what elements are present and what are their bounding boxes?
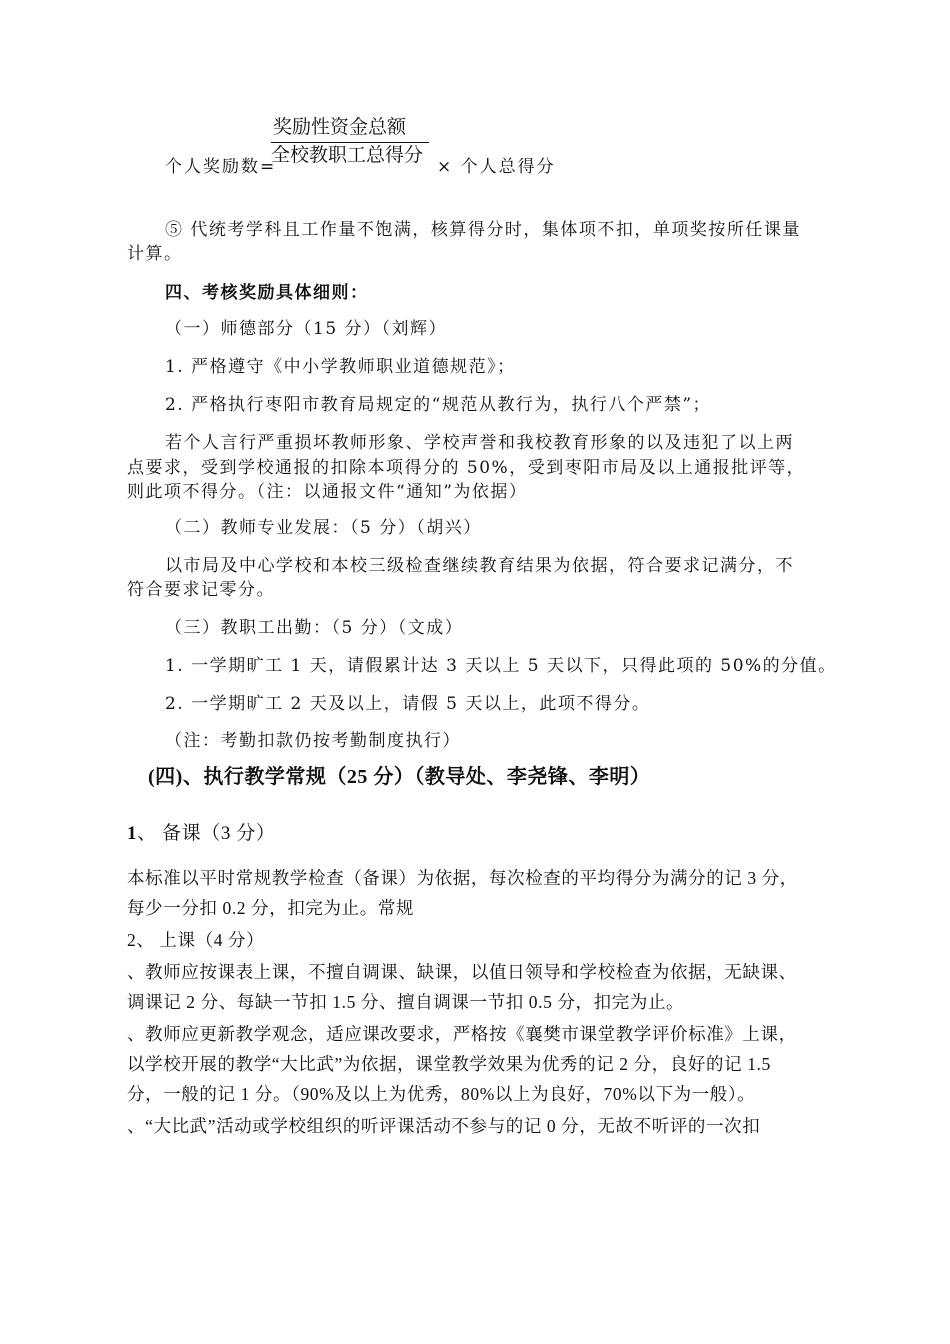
paragraph-line: ⑤ 代统考学科且工作量不饱满，核算得分时，集体项不扣，单项奖按所任课量 [165, 220, 801, 240]
section-heading: 四、考核奖励具体细则： [165, 283, 369, 303]
item-heading [127, 822, 276, 846]
item-number: 1 [127, 823, 138, 844]
item-title: 、 备课（3 分） [137, 823, 276, 844]
list-item: 2. 一学期旷工 2 天及以上，请假 5 天以上，此项不得分。 [165, 694, 651, 714]
formula-denominator: 全校教职工总得分 [271, 144, 424, 166]
formula-fraction [271, 112, 431, 169]
formula-multiplier: × 个人总得分 [437, 157, 556, 177]
formula-numerator: 奖励性资金总额 [273, 116, 407, 138]
list-item: 2. 严格执行枣阳市教育局规定的“规范从教行为，执行八个严禁”； [165, 395, 712, 415]
paragraph-line: 以市局及中心学校和本校三级检查继续教育结果为依据，符合要求记满分，不 [165, 556, 794, 576]
paragraph-line: 、教师应按课表上课，不擅自调课、缺课，以值日领导和学校检查为依据，无缺课、 [127, 962, 797, 982]
list-item: 1. 一学期旷工 1 天，请假累计达 3 天以上 5 天以下，只得此项的 50%的分值。 [165, 656, 837, 676]
paragraph-line: 本标准以平时常规教学检查（备课）为依据，每次检查的平均得分为满分的记 3 分， [127, 868, 798, 888]
list-item: 1. 严格遵守《中小学教师职业道德规范》； [165, 357, 516, 377]
paragraph-line: 则此项不得分。（注：以通报文件“通知”为依据） [127, 482, 528, 502]
item-heading: 2、 上课（4 分） [127, 930, 265, 950]
paragraph-line: 计算。 [127, 244, 183, 264]
paragraph-line: 符合要求记零分。 [127, 580, 275, 600]
paragraph-line: 调课记 2 分、每缺一节扣 1.5 分、擅自调课一节扣 0.5 分，扣完为止。 [127, 992, 685, 1012]
subsection-heading-bold: (四)、执行教学常规（25 分）（教导处、李尧锋、李明） [148, 766, 651, 788]
paragraph-line: 每少一分扣 0.2 分，扣完为止。常规 [127, 898, 415, 918]
subsection-heading: （一）师德部分（15 分）（刘辉） [165, 319, 448, 339]
paragraph-line: 分，一般的记 1 分。（90%及以上为优秀，80%以上为良好，70%以下为一般）。 [127, 1084, 756, 1104]
paragraph-line: 以学校开展的教学“大比武”为依据，课堂教学效果为优秀的记 2 分，良好的记 1.5 [127, 1054, 771, 1074]
paragraph-line: 若个人言行严重损坏教师形象、学校声誉和我校教育形象的以及违犯了以上两 [165, 433, 794, 453]
paragraph-line: 、“大比武”活动或学校组织的听评课活动不参与的记 0 分，无故不听评的一次扣 [127, 1116, 761, 1136]
subsection-heading: （三）教职工出勤：（5 分）（文成） [165, 618, 464, 638]
reward-formula [165, 112, 585, 182]
paragraph-line: 点要求，受到学校通报的扣除本项得分的 50%，受到枣阳市局及以上通报批评等， [127, 458, 806, 478]
subsection-heading: （二）教师专业发展：（5 分）（胡兴） [165, 518, 482, 538]
note-line: （注：考勤扣款仍按考勤制度执行） [165, 731, 461, 751]
formula-label: 个人奖励数= [165, 157, 277, 177]
paragraph-line: 、教师应更新教学观念，适应课改要求，严格按《襄樊市课堂教学评价标准》上课， [127, 1024, 797, 1044]
